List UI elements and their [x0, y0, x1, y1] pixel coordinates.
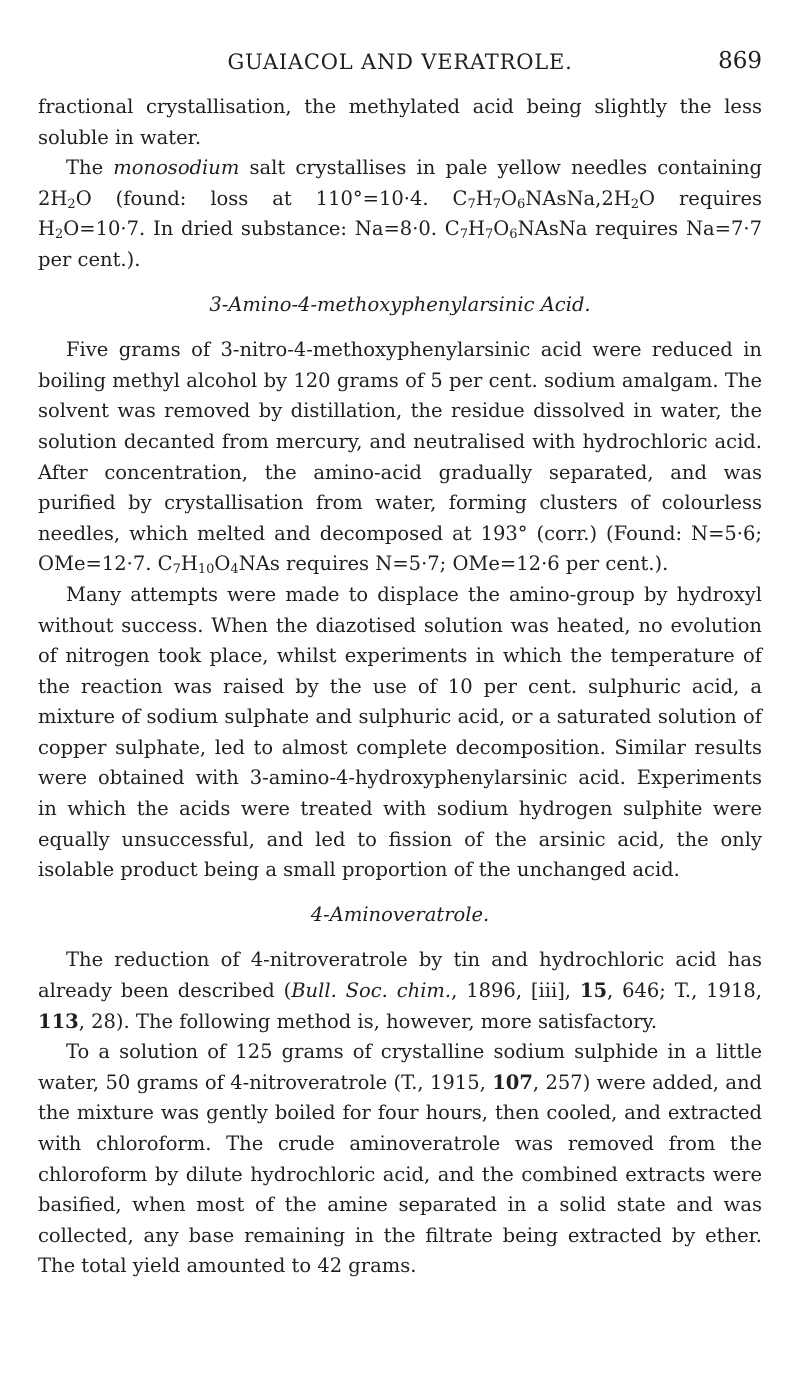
page-number: 869	[718, 48, 762, 74]
paragraph-reduction-nitroveratrole: The reduction of 4-nitroveratrole by tin and hydrochloric acid has already been described (Bull. Soc. chim., 1896, [iii], 15, 646; T., 1918, 113, 28). The following method is, however, more satisfactory.	[38, 948, 762, 1033]
section-heading-amino-methoxyphenylarsinic: 3-Amino-4-methoxyphenylarsinic Acid.	[209, 292, 591, 316]
journal-reference: Bull. Soc. chim.	[291, 979, 452, 1003]
paragraph-continuation: fractional crystallisation, the methylated acid being slightly the less soluble in water.	[38, 95, 762, 149]
running-title: GUAIACOL AND VERATROLE.	[227, 50, 573, 74]
running-header	[38, 48, 762, 78]
volume-number: 113	[38, 1009, 79, 1033]
salt-name: monosodium	[113, 156, 240, 180]
volume-number: 15	[579, 979, 608, 1003]
section-heading-aminoveratrole: 4-Aminoveratrole.	[310, 902, 490, 926]
paragraph-reduction: Five grams of 3-nitro-4-methoxyphenylarsinic acid were reduced in boiling methyl alcohol by 120 grams of 5 per cent. sodium amalgam. The solvent was removed by distillation, the residue dissolved in water, the solution decanted from mercury, and neutralised with hydrochloric acid. After concentration, the amino-acid gradually separated, and was purified by crystallisation from water, forming clusters of colourless needles, which melted and decomposed at 193° (corr.) (Found: N=5·6; OMe=12·7. $C_7H_{10}O_4NAs$ requires N=5·7; OMe=12·6 per cent.).	[38, 338, 762, 578]
paragraph-attempts: Many attempts were made to displace the amino-group by hydroxyl without success. When the diazotised solution was heated, no evolution of nitrogen took place, whilst experiments in which the temperature of the reaction was raised by the use of 10 per cent. sulphuric acid, a mixture of sodium sulphate and sulphuric acid, or a saturated solution of copper sulphate, led to almost complete decomposition. Similar results were obtained with 3-amino-4-hydroxyphenylarsinic acid. Experiments in which the acids were treated with sodium hydrogen sulphite were equally unsuccessful, and led to fission of the arsinic acid, the only isolable product being a small proportion of the unchanged acid.	[38, 582, 762, 882]
paragraph-monosodium-salt: The monosodium salt crystallises in pale yellow needles containing $2H_2O$ (found: loss at 110°=10·4. $C_7H_7O_6NAsNa,2H_2O$ requires $H_2O=10\cdot 7$. In dried substance: Na=8·0. $C_7H_7O_6NAsNa$ requires Na=7·7 per cent.).	[38, 156, 762, 271]
body-text	[38, 92, 762, 1282]
volume-number: 107	[492, 1070, 533, 1094]
paragraph-sodium-sulphide-method: To a solution of 125 grams of crystalline sodium sulphide in a little water, 50 grams of 4-nitroveratrole (T., 1915, 107, 257) were added, and the mixture was gently boiled for four hours, then cooled, and extracted with chloroform. The crude aminoveratrole was removed from the chloroform by dilute hydrochloric acid, and the combined extracts were basified, when most of the amine separated in a solid state and was collected, any base remaining in the filtrate being extracted by ether. The total yield amounted to 42 grams.	[38, 1040, 762, 1278]
